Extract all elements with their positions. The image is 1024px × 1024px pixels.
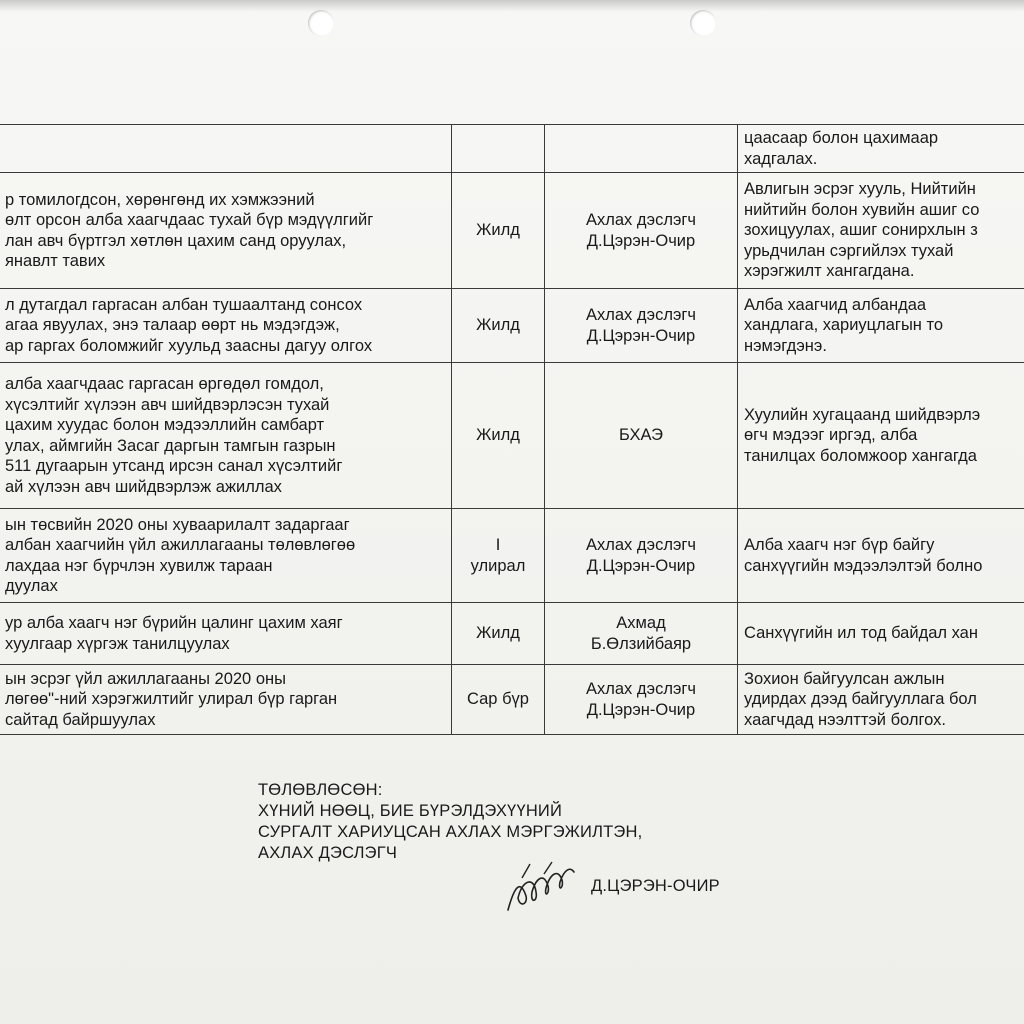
- cell-text-line: БХАЭ: [619, 426, 663, 445]
- timeframe-cell: [452, 173, 545, 289]
- cell-text-line: өлт орсон алба хаагчдаас тухай бүр мэдүүлгийг: [5, 211, 374, 229]
- cell-text-line: Ахлах дэслэгч: [585, 211, 697, 229]
- cell-text-line: агаа явуулах, энэ талаар өөрт нь мэдэгдэж,: [5, 316, 340, 335]
- cell-text-line: янавлт тавих: [5, 252, 106, 270]
- cell-text-line: улирал: [470, 556, 526, 575]
- cell-text-line: Ахлах дэслэгч: [585, 680, 697, 698]
- cell-text-line: ур алба хаагч нэг бүрийн цалинг цахим хаяг: [5, 614, 343, 632]
- cell-text-line: хаагчдад нээлттэй болгох.: [744, 710, 946, 729]
- signature-block: [258, 780, 720, 895]
- cell-text-line: л дутагдал гаргасан албан тушаалтанд сонсох: [5, 295, 363, 314]
- table-row: [0, 665, 1024, 735]
- result-cell: [738, 125, 1024, 173]
- cell-text-line: танилцах боломжоор хангагда: [744, 446, 977, 465]
- signature-position-line-1: ХҮНИЙ НӨӨЦ, БИЕ БҮРЭЛДЭХҮҮНИЙ: [258, 802, 563, 820]
- cell-text-line: лахдаа нэг бүрчлэн хувилж тараан: [5, 556, 273, 575]
- timeframe-cell: [452, 603, 545, 665]
- timeframe-cell: [452, 665, 545, 735]
- cell-text-line: сайтад байршуулах: [5, 710, 156, 729]
- cell-text-line: Санхүүгийн ил тод байдал хан: [744, 624, 978, 643]
- cell-text-line: Авлигын эсрэг хууль, Нийтийн: [744, 180, 976, 199]
- cell-text-line: санхүүгийн мэдээлэлтэй болно: [744, 556, 983, 575]
- table-row: [0, 289, 1024, 363]
- signatory-name: Д.ЦЭРЭН-ОЧИР: [591, 877, 720, 895]
- result-cell: [738, 289, 1024, 363]
- cell-text-line: ар гаргах боломжийг хуульд заасны дагуу олгох: [5, 336, 373, 355]
- cell-text-line: цахим хуудас болон мэдээллийн самбарт: [5, 416, 325, 434]
- punch-hole-right: [690, 10, 716, 36]
- cell-text-line: нэмэгдэнэ.: [744, 336, 827, 355]
- cell-text-line: өгч мэдээг иргэд, алба: [744, 426, 918, 445]
- cell-text-line: хүсэлтийг хүлээн авч шийдвэрлэсэн тухай: [5, 395, 330, 414]
- cell-text-line: хуулгаар хүргэж танилцуулах: [5, 634, 230, 653]
- cell-text-line: ын эсрэг үйл ажиллагааны 2020 оны: [5, 669, 286, 688]
- cell-text-line: албан хаагчийн үйл ажиллагааны төлөвлөгөө: [5, 536, 356, 554]
- cell-text-line: хэрэгжилт хангагдана.: [744, 262, 915, 281]
- cell-text-line: хандлага, хариуцлагын то: [744, 316, 944, 335]
- cell-text-line: Б.Өлзийбаяр: [590, 634, 692, 653]
- cell-text-line: улах, аймгийн Засаг даргын тамгын газрын: [5, 436, 336, 455]
- cell-text-line: лөгөө"-ний хэрэгжилтийг улирал бүр гарган: [5, 690, 338, 709]
- responsible-cell: [545, 289, 738, 363]
- timeframe-cell: [452, 509, 545, 603]
- cell-text-line: алба хаагчдаас гаргасан өргөдөл гомдол,: [5, 375, 324, 393]
- plan-table: [0, 124, 1024, 735]
- responsible-cell: [545, 603, 738, 665]
- cell-text-line: I: [495, 536, 501, 554]
- action-cell: [0, 289, 452, 363]
- timeframe-cell: [452, 289, 545, 363]
- signature-rank: АХЛАХ ДЭСЛЭГЧ: [258, 844, 398, 862]
- signature-heading: ТӨЛӨВЛӨСӨН:: [258, 781, 383, 799]
- signature-flourish: [522, 862, 552, 878]
- cell-text-line: урьдчилан сэргийлэх тухай: [744, 241, 954, 260]
- cell-text-line: Жилд: [476, 316, 520, 335]
- cell-text-line: Сар бүр: [467, 690, 529, 709]
- result-cell: [738, 363, 1024, 509]
- cell-text-line: Ахлах дэслэгч: [585, 306, 697, 324]
- cell-text-line: Д.Цэрэн-Очир: [586, 556, 696, 575]
- cell-text-line: зохицуулах, ашиг сонирхлын з: [744, 221, 978, 240]
- cell-text-line: ын төсвийн 2020 оны хуваарилалт задаргааг: [5, 515, 350, 534]
- table-row: [0, 363, 1024, 509]
- table-row: [0, 125, 1024, 173]
- cell-text-line: Д.Цэрэн-Очир: [586, 700, 696, 719]
- cell-text-line: Ахмад: [616, 614, 666, 632]
- cell-text-line: 511 дугаарын утсанд ирсэн санал хүсэлтийг: [5, 457, 343, 475]
- table-row: [0, 509, 1024, 603]
- cell-text-line: хадгалах.: [744, 149, 818, 168]
- cell-text-line: Д.Цэрэн-Очир: [586, 326, 696, 345]
- cell-text-line: нийтийн болон хувийн ашиг со: [744, 200, 980, 219]
- result-cell: [738, 509, 1024, 603]
- result-cell: [738, 665, 1024, 735]
- signature-stroke: [508, 869, 574, 910]
- responsible-cell: [545, 363, 738, 509]
- result-cell: [738, 173, 1024, 289]
- action-cell: [0, 603, 452, 665]
- scan-edge-shadow: [0, 0, 1024, 12]
- cell-text-line: Ахлах дэслэгч: [585, 536, 697, 554]
- cell-text-line: Алба хаагч нэг бүр байгу: [744, 536, 935, 554]
- plan-table-body: [0, 125, 1024, 735]
- action-cell: [0, 509, 452, 603]
- cell-text-line: дуулах: [5, 577, 58, 595]
- cell-text-line: Хуулийн хугацаанд шийдвэрлэ: [744, 405, 981, 424]
- result-cell: [738, 603, 1024, 665]
- table-row: [0, 603, 1024, 665]
- responsible-cell: [545, 173, 738, 289]
- timeframe-cell: [452, 125, 545, 173]
- cell-text-line: цаасаар болон цахимаар: [744, 129, 939, 147]
- cell-text-line: Жилд: [476, 221, 520, 240]
- responsible-cell: [545, 125, 738, 173]
- table-row: [0, 173, 1024, 289]
- responsible-cell: [545, 509, 738, 603]
- signature-position-line-2: СУРГАЛТ ХАРИУЦСАН АХЛАХ МЭРГЭЖИЛТЭН,: [258, 823, 643, 841]
- cell-text-line: Д.Цэрэн-Очир: [586, 231, 696, 250]
- action-cell: [0, 363, 452, 509]
- timeframe-cell: [452, 363, 545, 509]
- cell-text-line: Жилд: [476, 426, 520, 445]
- action-cell: [0, 125, 452, 173]
- cell-text-line: Жилд: [476, 624, 520, 643]
- cell-text-line: ай хүлээн авч шийдвэрлэж ажиллах: [5, 477, 282, 496]
- responsible-cell: [545, 665, 738, 735]
- punch-hole-left: [308, 10, 334, 36]
- cell-text-line: Алба хаагчид албандаа: [744, 295, 927, 314]
- cell-text-line: Зохион байгуулсан ажлын: [744, 669, 945, 688]
- action-cell: [0, 665, 452, 735]
- action-cell: [0, 173, 452, 289]
- handwritten-signature: [500, 858, 580, 918]
- cell-text-line: р томилогдсон, хөрөнгөнд их хэмжээний: [5, 190, 315, 209]
- cell-text-line: удирдах дээд байгууллага бол: [744, 690, 977, 709]
- cell-text-line: лан авч бүртгэл хөтлөн цахим санд оруулах,: [5, 231, 347, 250]
